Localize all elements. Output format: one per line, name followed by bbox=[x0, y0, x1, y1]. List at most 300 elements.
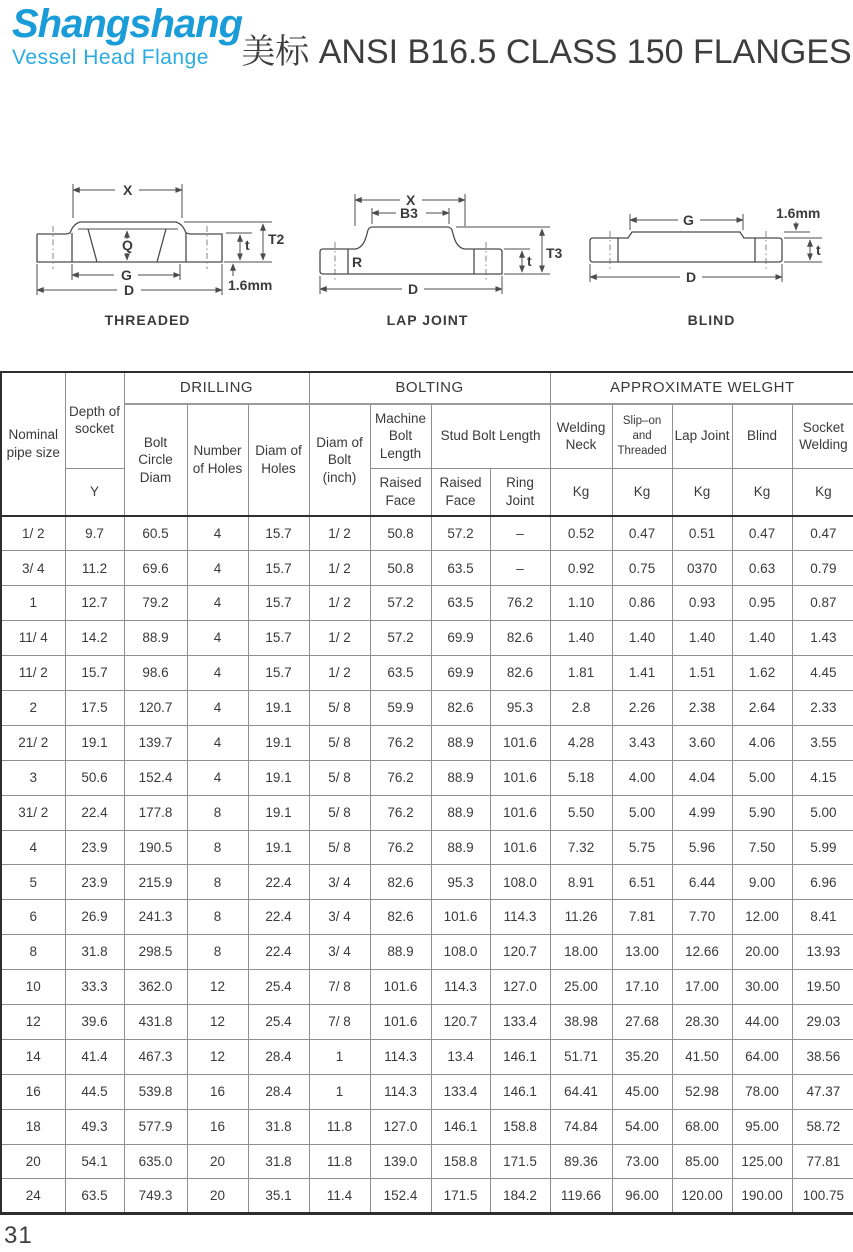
col-header-number-of-holes: Number of Holes bbox=[187, 404, 248, 516]
group-header-bolting: BOLTING bbox=[309, 372, 550, 404]
table-cell: 63.5 bbox=[65, 1179, 124, 1214]
col-header-welding-neck: Welding Neck bbox=[550, 404, 612, 468]
dim-label-t3: T3 bbox=[546, 245, 563, 261]
table-cell: 4.45 bbox=[792, 656, 853, 691]
table-cell: 64.41 bbox=[550, 1074, 612, 1109]
table-cell: 0.51 bbox=[672, 516, 732, 551]
table-cell: 4 bbox=[187, 656, 248, 691]
dim-label-x: X bbox=[123, 182, 133, 198]
table-cell: 3 bbox=[1, 760, 65, 795]
table-cell: 1 bbox=[309, 1039, 370, 1074]
table-cell: 29.03 bbox=[792, 1004, 853, 1039]
table-cell: 15.7 bbox=[65, 656, 124, 691]
dim-label-t: t bbox=[245, 237, 250, 253]
table-cell: 0.95 bbox=[732, 586, 792, 621]
table-cell: 31.8 bbox=[248, 1109, 309, 1144]
table-cell: 1/ 2 bbox=[309, 621, 370, 656]
table-cell: 82.6 bbox=[490, 621, 550, 656]
table-cell: 101.6 bbox=[490, 725, 550, 760]
table-cell: 26.9 bbox=[65, 900, 124, 935]
table-cell: 5/ 8 bbox=[309, 725, 370, 760]
table-cell: 19.50 bbox=[792, 970, 853, 1005]
table-cell: 33.3 bbox=[65, 970, 124, 1005]
table-cell: 0.87 bbox=[792, 586, 853, 621]
table-row bbox=[1, 690, 853, 725]
table-cell: 5/ 8 bbox=[309, 760, 370, 795]
subheader-ring-joint: Ring Joint bbox=[490, 468, 550, 516]
group-header-drilling: DRILLING bbox=[124, 372, 309, 404]
table-cell: 6 bbox=[1, 900, 65, 935]
table-cell: 95.3 bbox=[490, 690, 550, 725]
table-cell: 9.7 bbox=[65, 516, 124, 551]
table-cell: 19.1 bbox=[248, 830, 309, 865]
table-cell: 1.81 bbox=[550, 656, 612, 691]
table-cell: 125.00 bbox=[732, 1144, 792, 1179]
table-cell: 467.3 bbox=[124, 1039, 187, 1074]
table-cell: 68.00 bbox=[672, 1109, 732, 1144]
table-cell: 5.00 bbox=[792, 795, 853, 830]
table-cell: 139.7 bbox=[124, 725, 187, 760]
table-cell: 114.3 bbox=[490, 900, 550, 935]
table-cell: 11.2 bbox=[65, 551, 124, 586]
table-cell: 152.4 bbox=[370, 1179, 431, 1214]
table-cell: 4.04 bbox=[672, 760, 732, 795]
table-cell: 5.18 bbox=[550, 760, 612, 795]
table-cell: 184.2 bbox=[490, 1179, 550, 1214]
table-cell: 0.52 bbox=[550, 516, 612, 551]
table-cell: 5 bbox=[1, 865, 65, 900]
table-cell: 22.4 bbox=[248, 865, 309, 900]
company-logo bbox=[12, 2, 243, 70]
table-cell: 88.9 bbox=[370, 935, 431, 970]
table-cell: 22.4 bbox=[65, 795, 124, 830]
table-cell: 8.91 bbox=[550, 865, 612, 900]
table-cell: 20 bbox=[187, 1179, 248, 1214]
table-cell: 74.84 bbox=[550, 1109, 612, 1144]
table-cell: 12 bbox=[187, 1004, 248, 1039]
table-cell: 57.2 bbox=[370, 621, 431, 656]
table-cell: 4.15 bbox=[792, 760, 853, 795]
table-cell: 15.7 bbox=[248, 621, 309, 656]
table-cell: 4 bbox=[187, 551, 248, 586]
logo-subtitle: Vessel Head Flange bbox=[12, 46, 209, 69]
table-cell: 1/ 2 bbox=[309, 586, 370, 621]
table-cell: 4 bbox=[187, 725, 248, 760]
table-cell: 12.00 bbox=[732, 900, 792, 935]
drawing-caption-lap-joint: LAP JOINT bbox=[386, 312, 469, 328]
table-cell: 52.98 bbox=[672, 1074, 732, 1109]
table-cell: 12 bbox=[187, 970, 248, 1005]
dim-label-d: D bbox=[408, 281, 419, 297]
drawing-threaded bbox=[0, 168, 295, 328]
logo-title: Shangshang bbox=[12, 2, 243, 46]
table-cell: 1.40 bbox=[672, 621, 732, 656]
table-cell: 1.51 bbox=[672, 656, 732, 691]
table-cell: 4.28 bbox=[550, 725, 612, 760]
col-header-machine-bolt-length: Machine Bolt Length bbox=[370, 404, 431, 468]
table-cell: 3/ 4 bbox=[1, 551, 65, 586]
table-cell: 19.1 bbox=[65, 725, 124, 760]
table-cell: 88.9 bbox=[431, 795, 490, 830]
table-cell: 18 bbox=[1, 1109, 65, 1144]
col-header-slip-on-threaded: Slip–on and Threaded bbox=[612, 404, 672, 468]
blind-flange-diagram bbox=[570, 168, 853, 308]
table-cell: 15.7 bbox=[248, 551, 309, 586]
table-cell: 431.8 bbox=[124, 1004, 187, 1039]
table-cell: 19.1 bbox=[248, 760, 309, 795]
table-cell: 15.7 bbox=[248, 516, 309, 551]
table-cell: 8 bbox=[187, 865, 248, 900]
table-cell: 54.00 bbox=[612, 1109, 672, 1144]
table-cell: 108.0 bbox=[431, 935, 490, 970]
table-cell: 1/ 2 bbox=[1, 516, 65, 551]
table-cell: 24 bbox=[1, 1179, 65, 1214]
threaded-flange-diagram bbox=[0, 168, 295, 308]
subheader-kg-socket-welding: Kg bbox=[792, 468, 853, 516]
table-row bbox=[1, 551, 853, 586]
table-cell: 28.4 bbox=[248, 1039, 309, 1074]
subheader-kg-blind: Kg bbox=[732, 468, 792, 516]
table-cell: 0.92 bbox=[550, 551, 612, 586]
table-cell: 12.66 bbox=[672, 935, 732, 970]
table-cell: 96.00 bbox=[612, 1179, 672, 1214]
table-cell: 51.71 bbox=[550, 1039, 612, 1074]
table-cell: 54.1 bbox=[65, 1144, 124, 1179]
table-cell: 76.2 bbox=[370, 725, 431, 760]
table-cell: 23.9 bbox=[65, 865, 124, 900]
table-cell: 8 bbox=[187, 935, 248, 970]
table-cell: 120.7 bbox=[490, 935, 550, 970]
table-cell: 95.00 bbox=[732, 1109, 792, 1144]
table-cell: 76.2 bbox=[370, 795, 431, 830]
table-cell: 298.5 bbox=[124, 935, 187, 970]
table-cell: 17.5 bbox=[65, 690, 124, 725]
subheader-kg-slip-on: Kg bbox=[612, 468, 672, 516]
table-cell: 16 bbox=[187, 1074, 248, 1109]
table-cell: 577.9 bbox=[124, 1109, 187, 1144]
dim-label-d: D bbox=[686, 269, 697, 285]
table-cell: 98.6 bbox=[124, 656, 187, 691]
table-row bbox=[1, 725, 853, 760]
table-cell: 15.7 bbox=[248, 656, 309, 691]
table-cell: 79.2 bbox=[124, 586, 187, 621]
col-header-blind: Blind bbox=[732, 404, 792, 468]
table-cell: 4 bbox=[1, 830, 65, 865]
table-cell: 95.3 bbox=[431, 865, 490, 900]
table-cell: 108.0 bbox=[490, 865, 550, 900]
table-cell: 4.99 bbox=[672, 795, 732, 830]
table-cell: 57.2 bbox=[370, 586, 431, 621]
table-cell: 5/ 8 bbox=[309, 830, 370, 865]
table-cell: 1.62 bbox=[732, 656, 792, 691]
table-cell: 31.8 bbox=[248, 1144, 309, 1179]
table-cell: 2.26 bbox=[612, 690, 672, 725]
subheader-raised-face-stud: Raised Face bbox=[431, 468, 490, 516]
table-cell: 10 bbox=[1, 970, 65, 1005]
table-cell: 101.6 bbox=[490, 795, 550, 830]
table-cell: 50.6 bbox=[65, 760, 124, 795]
table-cell: 38.98 bbox=[550, 1004, 612, 1039]
table-cell: 3.60 bbox=[672, 725, 732, 760]
table-cell: 158.8 bbox=[431, 1144, 490, 1179]
table-cell: 2 bbox=[1, 690, 65, 725]
table-cell: 3/ 4 bbox=[309, 900, 370, 935]
table-cell: 0.47 bbox=[612, 516, 672, 551]
table-row bbox=[1, 586, 853, 621]
table-cell: 25.00 bbox=[550, 970, 612, 1005]
table-row bbox=[1, 516, 853, 551]
table-cell: 59.9 bbox=[370, 690, 431, 725]
table-cell: 20 bbox=[187, 1144, 248, 1179]
table-row bbox=[1, 1004, 853, 1039]
drawing-caption-threaded: THREADED bbox=[104, 312, 191, 328]
table-cell: 38.56 bbox=[792, 1039, 853, 1074]
table-cell: 120.00 bbox=[672, 1179, 732, 1214]
col-header-socket-welding: Socket Welding bbox=[792, 404, 853, 468]
dim-label-q: Q bbox=[122, 237, 133, 253]
table-cell: 2.38 bbox=[672, 690, 732, 725]
table-cell: 1/ 2 bbox=[309, 551, 370, 586]
table-cell: 39.6 bbox=[65, 1004, 124, 1039]
table-cell: 127.0 bbox=[370, 1109, 431, 1144]
dim-label-g: G bbox=[683, 212, 694, 228]
table-cell: 1 bbox=[309, 1074, 370, 1109]
table-cell: 120.7 bbox=[124, 690, 187, 725]
table-row bbox=[1, 830, 853, 865]
table-cell: 11.8 bbox=[309, 1109, 370, 1144]
table-row bbox=[1, 865, 853, 900]
drawing-lap-joint bbox=[290, 168, 565, 328]
table-cell: 14.2 bbox=[65, 621, 124, 656]
table-cell: 4.00 bbox=[612, 760, 672, 795]
table-cell: 2.64 bbox=[732, 690, 792, 725]
table-cell: 16 bbox=[1, 1074, 65, 1109]
table-cell: 146.1 bbox=[431, 1109, 490, 1144]
table-body bbox=[1, 516, 853, 1214]
table-cell: 5.99 bbox=[792, 830, 853, 865]
table-cell: 5/ 8 bbox=[309, 795, 370, 830]
subheader-kg-welding-neck: Kg bbox=[550, 468, 612, 516]
dim-label-t: t bbox=[816, 242, 821, 258]
flange-drawings bbox=[0, 168, 853, 333]
table-cell: 8 bbox=[187, 795, 248, 830]
dim-label-r: R bbox=[352, 254, 363, 270]
table-cell: 158.8 bbox=[490, 1109, 550, 1144]
table-cell: 19.1 bbox=[248, 690, 309, 725]
table-cell: 31/ 2 bbox=[1, 795, 65, 830]
table-cell: 0.47 bbox=[732, 516, 792, 551]
table-cell: 63.5 bbox=[431, 586, 490, 621]
table-cell: 5/ 8 bbox=[309, 690, 370, 725]
table-row bbox=[1, 760, 853, 795]
table-cell: 7/ 8 bbox=[309, 1004, 370, 1039]
col-header-bolt-circle-diam: Bolt Circle Diam bbox=[124, 404, 187, 516]
table-cell: 5.00 bbox=[612, 795, 672, 830]
table-cell: 139.0 bbox=[370, 1144, 431, 1179]
table-cell: 15.7 bbox=[248, 586, 309, 621]
table-cell: 171.5 bbox=[431, 1179, 490, 1214]
table-cell: 3/ 4 bbox=[309, 865, 370, 900]
table-cell: 7.50 bbox=[732, 830, 792, 865]
table-cell: 101.6 bbox=[490, 830, 550, 865]
table-cell: 49.3 bbox=[65, 1109, 124, 1144]
table-cell: 362.0 bbox=[124, 970, 187, 1005]
table-cell: 82.6 bbox=[490, 656, 550, 691]
table-cell: 23.9 bbox=[65, 830, 124, 865]
table-cell: 31.8 bbox=[65, 935, 124, 970]
table-cell: 88.9 bbox=[431, 725, 490, 760]
col-header-diam-of-bolt: Diam of Bolt (inch) bbox=[309, 404, 370, 516]
table-cell: 11.26 bbox=[550, 900, 612, 935]
table-cell: 177.8 bbox=[124, 795, 187, 830]
table-cell: 13.4 bbox=[431, 1039, 490, 1074]
table-cell: 85.00 bbox=[672, 1144, 732, 1179]
drawing-caption-blind: BLIND bbox=[687, 312, 736, 328]
table-cell: 120.7 bbox=[431, 1004, 490, 1039]
table-row bbox=[1, 795, 853, 830]
table-cell: 76.2 bbox=[370, 760, 431, 795]
table-cell: 0.47 bbox=[792, 516, 853, 551]
table-cell: 4.06 bbox=[732, 725, 792, 760]
table-cell: 35.1 bbox=[248, 1179, 309, 1214]
table-cell: 0.63 bbox=[732, 551, 792, 586]
table-cell: 1.40 bbox=[550, 621, 612, 656]
table-cell: 1.40 bbox=[612, 621, 672, 656]
table-cell: 5.90 bbox=[732, 795, 792, 830]
table-cell: 114.3 bbox=[431, 970, 490, 1005]
table-cell: 78.00 bbox=[732, 1074, 792, 1109]
table-cell: 13.93 bbox=[792, 935, 853, 970]
table-cell: 1/ 2 bbox=[309, 516, 370, 551]
table-cell: 17.00 bbox=[672, 970, 732, 1005]
table-cell: 27.68 bbox=[612, 1004, 672, 1039]
table-cell: 1.10 bbox=[550, 586, 612, 621]
table-cell: 45.00 bbox=[612, 1074, 672, 1109]
table-cell: 127.0 bbox=[490, 970, 550, 1005]
table-cell: 22.4 bbox=[248, 935, 309, 970]
col-header-depth-of-socket: Depth of socket bbox=[65, 372, 124, 468]
table-cell: 101.6 bbox=[431, 900, 490, 935]
table-cell: 20.00 bbox=[732, 935, 792, 970]
table-cell: 4 bbox=[187, 690, 248, 725]
table-cell: 14 bbox=[1, 1039, 65, 1074]
table-cell: 8 bbox=[1, 935, 65, 970]
table-cell: 241.3 bbox=[124, 900, 187, 935]
table-cell: 22.4 bbox=[248, 900, 309, 935]
table-row bbox=[1, 1074, 853, 1109]
table-cell: 64.00 bbox=[732, 1039, 792, 1074]
table-row bbox=[1, 656, 853, 691]
table-cell: 28.30 bbox=[672, 1004, 732, 1039]
table-cell: 89.36 bbox=[550, 1144, 612, 1179]
table-cell: 60.5 bbox=[124, 516, 187, 551]
table-cell: 88.9 bbox=[431, 830, 490, 865]
table-cell: 11.4 bbox=[309, 1179, 370, 1214]
dim-label-g: G bbox=[121, 267, 132, 283]
table-cell: 50.8 bbox=[370, 516, 431, 551]
table-cell: 11/ 4 bbox=[1, 621, 65, 656]
dim-label-lip: 1.6mm bbox=[228, 277, 273, 293]
subheader-kg-lap-joint: Kg bbox=[672, 468, 732, 516]
page-number: 31 bbox=[4, 1222, 33, 1249]
table-cell: 146.1 bbox=[490, 1039, 550, 1074]
table-cell: 41.50 bbox=[672, 1039, 732, 1074]
table-cell: 73.00 bbox=[612, 1144, 672, 1179]
table-row bbox=[1, 935, 853, 970]
table-cell: 8 bbox=[187, 830, 248, 865]
table-cell: 17.10 bbox=[612, 970, 672, 1005]
table-cell: 133.4 bbox=[431, 1074, 490, 1109]
col-header-stud-bolt-length: Stud Bolt Length bbox=[431, 404, 550, 468]
table-cell: 69.9 bbox=[431, 656, 490, 691]
table-cell: 146.1 bbox=[490, 1074, 550, 1109]
table-cell: 133.4 bbox=[490, 1004, 550, 1039]
table-row bbox=[1, 900, 853, 935]
table-cell: 3/ 4 bbox=[309, 935, 370, 970]
table-cell: 1.40 bbox=[732, 621, 792, 656]
table-row bbox=[1, 621, 853, 656]
table-cell: 5.75 bbox=[612, 830, 672, 865]
table-cell: – bbox=[490, 516, 550, 551]
table-cell: 6.96 bbox=[792, 865, 853, 900]
table-cell: 3.43 bbox=[612, 725, 672, 760]
table-row bbox=[1, 1144, 853, 1179]
table-cell: 2.33 bbox=[792, 690, 853, 725]
table-cell: 5.00 bbox=[732, 760, 792, 795]
table-cell: 101.6 bbox=[370, 1004, 431, 1039]
table-cell: 25.4 bbox=[248, 1004, 309, 1039]
table-cell: 1 bbox=[1, 586, 65, 621]
table-cell: 635.0 bbox=[124, 1144, 187, 1179]
table-cell: 114.3 bbox=[370, 1074, 431, 1109]
table-cell: 6.44 bbox=[672, 865, 732, 900]
table-cell: 69.6 bbox=[124, 551, 187, 586]
table-cell: 7.32 bbox=[550, 830, 612, 865]
table-cell: 76.2 bbox=[490, 586, 550, 621]
table-cell: 7/ 8 bbox=[309, 970, 370, 1005]
table-cell: 9.00 bbox=[732, 865, 792, 900]
table-cell: 0370 bbox=[672, 551, 732, 586]
table-cell: 4 bbox=[187, 760, 248, 795]
dim-label-lip: 1.6mm bbox=[776, 205, 821, 221]
dim-label-t: t bbox=[527, 253, 532, 269]
table-cell: 4 bbox=[187, 586, 248, 621]
table-cell: 0.79 bbox=[792, 551, 853, 586]
dim-label-x: X bbox=[406, 192, 416, 208]
table-cell: 20 bbox=[1, 1144, 65, 1179]
table-cell: 4 bbox=[187, 621, 248, 656]
group-header-approximate-weight: APPROXIMATE WELGHT bbox=[550, 372, 853, 404]
table-cell: 12.7 bbox=[65, 586, 124, 621]
table-cell: 76.2 bbox=[370, 830, 431, 865]
flange-spec-table bbox=[0, 371, 853, 1215]
table-cell: 18.00 bbox=[550, 935, 612, 970]
table-cell: 11.8 bbox=[309, 1144, 370, 1179]
table-cell: 190.00 bbox=[732, 1179, 792, 1214]
table-cell: 152.4 bbox=[124, 760, 187, 795]
table-cell: 44.00 bbox=[732, 1004, 792, 1039]
table-cell: 101.6 bbox=[370, 970, 431, 1005]
table-row bbox=[1, 970, 853, 1005]
table-cell: 5.50 bbox=[550, 795, 612, 830]
table-cell: 63.5 bbox=[370, 656, 431, 691]
table-cell: 190.5 bbox=[124, 830, 187, 865]
table-cell: 82.6 bbox=[370, 900, 431, 935]
table-cell: 5.96 bbox=[672, 830, 732, 865]
table-cell: 7.70 bbox=[672, 900, 732, 935]
table-cell: 1.41 bbox=[612, 656, 672, 691]
table-cell: 28.4 bbox=[248, 1074, 309, 1109]
